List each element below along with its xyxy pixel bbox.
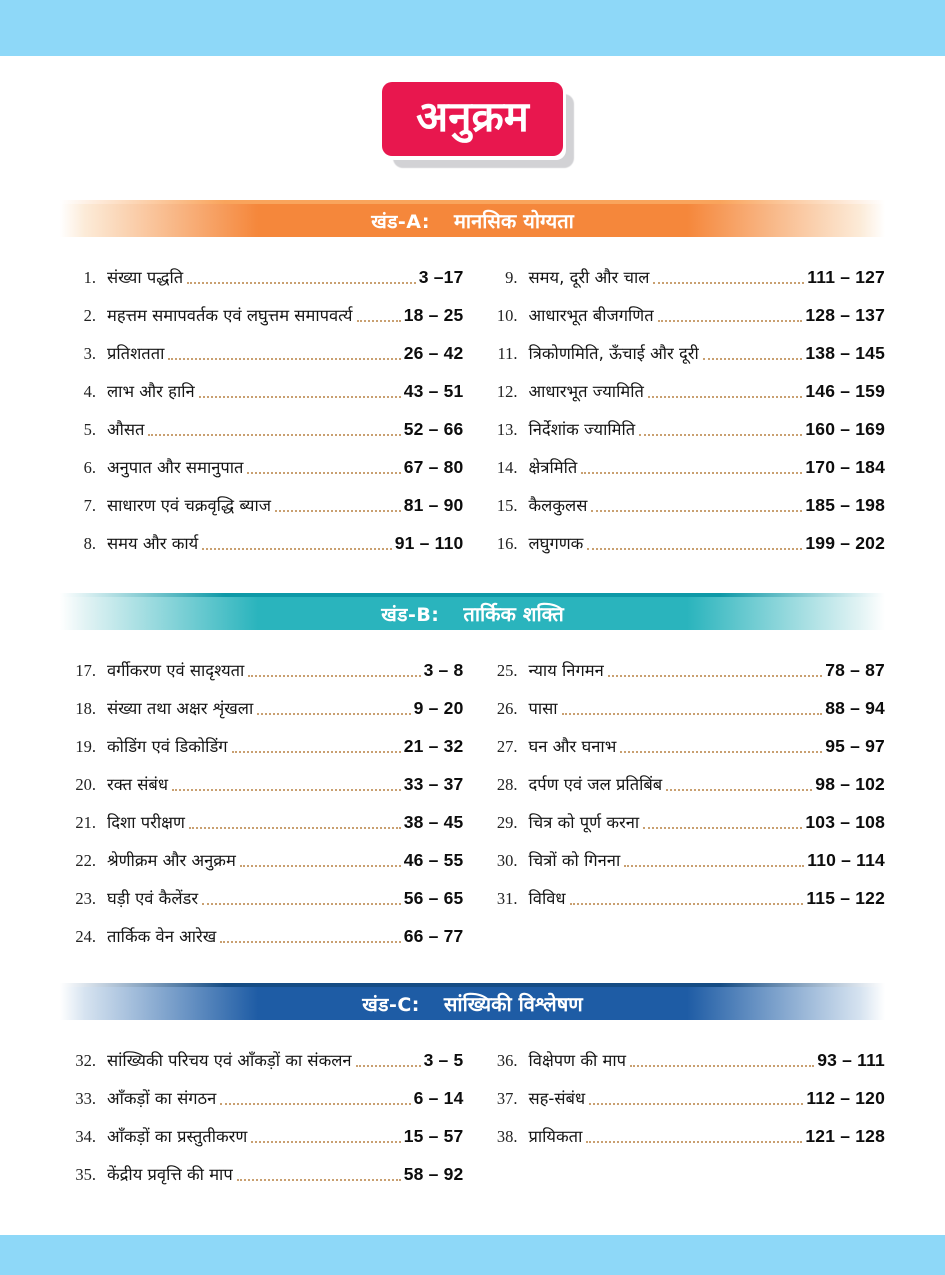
entry-number: 15.: [496, 495, 518, 515]
entry-title: संख्या पद्धति: [107, 267, 184, 287]
toc-entry: [60, 644, 464, 682]
entry-number: 36.: [496, 1050, 518, 1070]
entry-title: केंद्रीय प्रवृत्ति की माप: [107, 1164, 233, 1184]
entry-pages: 38 – 45: [403, 812, 464, 833]
entry-number: 23.: [75, 888, 96, 908]
dot-leader: [199, 396, 401, 398]
bottom-frame-bar: [0, 1235, 945, 1275]
entry-pages: 78 – 87: [825, 660, 885, 681]
entry-pages: 15 – 57: [403, 1126, 464, 1147]
entry-number: 24.: [75, 926, 96, 946]
dot-leader: [248, 675, 420, 677]
toc-column-right: [482, 644, 886, 948]
section-label: खंड-B:: [381, 603, 440, 626]
entry-pages: 33 – 37: [403, 774, 464, 795]
toc-entry: [60, 289, 464, 327]
toc-entry: [60, 365, 464, 403]
section-label: खंड-A:: [371, 210, 430, 233]
toc-column-right: [482, 251, 886, 555]
toc-entry: [60, 1072, 464, 1110]
entry-title: चित्र को पूर्ण करना: [528, 812, 640, 832]
dot-leader: [624, 865, 804, 867]
entry-number: 33.: [75, 1088, 96, 1108]
entry-title: अनुपात और समानुपात: [107, 457, 244, 477]
toc-entry: [60, 758, 464, 796]
entry-pages: 170 – 184: [805, 457, 885, 478]
entry-pages: 98 – 102: [815, 774, 885, 795]
toc-columns: [60, 644, 885, 948]
section-b-header: [60, 597, 885, 630]
dot-leader: [586, 1141, 802, 1143]
dot-leader: [591, 510, 802, 512]
dot-leader: [630, 1065, 814, 1067]
entry-title: आधारभूत बीजगणित: [528, 305, 654, 325]
entry-title: महत्तम समापवर्तक एवं लघुत्तम समापवर्त्य: [107, 305, 353, 325]
entry-title: साधारण एवं चक्रवृद्धि ब्याज: [107, 495, 271, 515]
entry-number: 35.: [75, 1164, 96, 1184]
entry-number: 38.: [496, 1126, 518, 1146]
dot-leader: [648, 396, 802, 398]
entry-pages: 199 – 202: [805, 533, 885, 554]
toc-entry: [482, 1110, 886, 1148]
toc-columns: [60, 1034, 885, 1186]
section-label: खंड-C:: [362, 993, 420, 1016]
toc-column-left: [60, 1034, 464, 1186]
entry-pages: 66 – 77: [403, 926, 464, 947]
toc-entry: [60, 1034, 464, 1072]
toc-entry: [60, 517, 464, 555]
entry-title: दिशा परीक्षण: [107, 812, 185, 832]
entry-pages: 160 – 169: [805, 419, 885, 440]
entry-title: आधारभूत ज्यामिति: [528, 381, 644, 401]
toc-entry: [60, 327, 464, 365]
entry-title: त्रिकोणमिति, ऊँचाई और दूरी: [528, 343, 699, 363]
entry-title: औसत: [107, 419, 145, 439]
entry-number: 30.: [496, 850, 518, 870]
dot-leader: [232, 751, 401, 753]
entry-pages: 103 – 108: [805, 812, 885, 833]
dot-leader: [168, 358, 400, 360]
entry-number: 14.: [496, 457, 518, 477]
dot-leader: [240, 865, 401, 867]
toc-entry: [482, 834, 886, 872]
toc-column-left: [60, 644, 464, 948]
toc-entry: [60, 834, 464, 872]
entry-pages: 6 – 14: [413, 1088, 464, 1109]
entry-number: 29.: [496, 812, 518, 832]
toc-entry: [482, 1034, 886, 1072]
page-title: अनुक्रम: [416, 92, 529, 141]
entry-pages: 88 – 94: [825, 698, 885, 719]
toc-entry: [60, 682, 464, 720]
entry-pages: 3 – 5: [423, 1050, 464, 1071]
toc-entry: [482, 251, 886, 289]
dot-leader: [257, 713, 410, 715]
section-title: सांख्यिकी विश्लेषण: [443, 992, 583, 1016]
dot-leader: [620, 751, 822, 753]
entry-pages: 185 – 198: [805, 495, 885, 516]
entry-number: 10.: [496, 305, 518, 325]
toc-entry: [482, 441, 886, 479]
dot-leader: [251, 1141, 400, 1143]
toc-entry: [482, 289, 886, 327]
entry-pages: 52 – 66: [403, 419, 464, 440]
dot-leader: [202, 903, 401, 905]
toc-column-right: [482, 1034, 886, 1186]
entry-pages: 56 – 65: [403, 888, 464, 909]
entry-pages: 58 – 92: [403, 1164, 464, 1185]
entry-number: 9.: [505, 267, 518, 287]
dot-leader: [148, 434, 400, 436]
toc-entry: [60, 720, 464, 758]
toc-column-left: [60, 251, 464, 555]
entry-title: विविध: [528, 888, 566, 908]
section-b: [60, 593, 885, 948]
toc-entry: [60, 872, 464, 910]
entry-number: 8.: [83, 533, 96, 553]
dot-leader: [357, 320, 401, 322]
entry-number: 32.: [75, 1050, 96, 1070]
entry-title: सांख्यिकी परिचय एवं आँकड़ों का संकलन: [107, 1050, 352, 1070]
entry-title: घन और घनाभ: [528, 736, 617, 756]
entry-number: 26.: [496, 698, 518, 718]
dot-leader: [172, 789, 401, 791]
entry-pages: 146 – 159: [805, 381, 885, 402]
entry-pages: 115 – 122: [806, 888, 885, 909]
dot-leader: [247, 472, 400, 474]
entry-pages: 91 – 110: [394, 533, 464, 554]
toc-entry: [60, 479, 464, 517]
toc-entry: [482, 365, 886, 403]
entry-pages: 18 – 25: [403, 305, 464, 326]
entry-pages: 95 – 97: [825, 736, 885, 757]
toc-entry: [482, 758, 886, 796]
toc-entry: [482, 327, 886, 365]
entry-title: विक्षेपण की माप: [528, 1050, 627, 1070]
section-c: [60, 983, 885, 1186]
section-title: मानसिक योग्यता: [453, 209, 574, 233]
title-wrap: [60, 82, 885, 154]
section-a: [60, 200, 885, 555]
entry-title: आँकड़ों का संगठन: [107, 1088, 217, 1108]
toc-entry: [482, 644, 886, 682]
entry-number: 19.: [75, 736, 96, 756]
entry-pages: 93 – 111: [817, 1050, 885, 1071]
section-c-header: [60, 987, 885, 1020]
dot-leader: [356, 1065, 421, 1067]
entry-pages: 43 – 51: [403, 381, 464, 402]
entry-title: चित्रों को गिनना: [528, 850, 621, 870]
entry-title: तार्किक वेन आरेख: [107, 926, 217, 946]
toc-entry: [482, 796, 886, 834]
entry-title: प्रतिशतता: [107, 343, 165, 363]
page-content: [0, 56, 945, 1186]
entry-title: लघुगणक: [528, 533, 584, 553]
dot-leader: [220, 1103, 410, 1105]
toc-entry: [60, 1110, 464, 1148]
entry-title: लाभ और हानि: [107, 381, 195, 401]
entry-title: सह-संबंध: [528, 1088, 586, 1108]
entry-title: कैलकुलस: [528, 495, 588, 515]
entry-number: 5.: [83, 419, 96, 439]
dot-leader: [570, 903, 804, 905]
dot-leader: [639, 434, 802, 436]
entry-pages: 128 – 137: [805, 305, 885, 326]
entry-number: 21.: [75, 812, 96, 832]
entry-pages: 26 – 42: [403, 343, 464, 364]
dot-leader: [237, 1179, 401, 1181]
entry-title: दर्पण एवं जल प्रतिबिंब: [528, 774, 663, 794]
entry-pages: 81 – 90: [403, 495, 464, 516]
dot-leader: [202, 548, 392, 550]
section-title: तार्किक शक्ति: [463, 602, 564, 626]
entry-pages: 121 – 128: [805, 1126, 885, 1147]
toc-entry: [60, 796, 464, 834]
dot-leader: [220, 941, 400, 943]
dot-leader: [562, 713, 823, 715]
entry-title: न्याय निगमन: [528, 660, 604, 680]
dot-leader: [275, 510, 401, 512]
toc-entry: [60, 251, 464, 289]
dot-leader: [581, 472, 802, 474]
entry-title: संख्या तथा अक्षर शृंखला: [107, 698, 254, 718]
entry-title: श्रेणीक्रम और अनुक्रम: [107, 850, 236, 870]
entry-number: 3.: [83, 343, 96, 363]
dot-leader: [643, 827, 802, 829]
dot-leader: [587, 548, 802, 550]
toc-entry: [60, 910, 464, 948]
dot-leader: [187, 282, 416, 284]
entry-number: 7.: [83, 495, 96, 515]
entry-title: पासा: [528, 698, 558, 718]
entry-number: 16.: [496, 533, 518, 553]
section-a-header: [60, 204, 885, 237]
entry-pages: 112 – 120: [806, 1088, 885, 1109]
dot-leader: [653, 282, 804, 284]
entry-number: 6.: [83, 457, 96, 477]
toc-columns: [60, 251, 885, 555]
entry-number: 37.: [496, 1088, 518, 1108]
toc-entry: [60, 403, 464, 441]
entry-number: 12.: [496, 381, 518, 401]
entry-pages: 138 – 145: [805, 343, 885, 364]
entry-pages: 21 – 32: [403, 736, 464, 757]
entry-pages: 110 – 114: [807, 850, 885, 871]
entry-title: क्षेत्रमिति: [528, 457, 578, 477]
toc-entry: [482, 872, 886, 910]
entry-pages: 3 – 8: [423, 660, 464, 681]
dot-leader: [608, 675, 822, 677]
toc-entry: [482, 479, 886, 517]
entry-pages: 3 –17: [418, 267, 464, 288]
entry-title: घड़ी एवं कैलेंडर: [107, 888, 199, 908]
entry-number: 1.: [83, 267, 96, 287]
toc-entry: [482, 720, 886, 758]
entry-pages: 9 – 20: [413, 698, 464, 719]
toc-entry: [482, 403, 886, 441]
entry-number: 18.: [75, 698, 96, 718]
dot-leader: [666, 789, 812, 791]
entry-title: कोडिंग एवं डिकोडिंग: [107, 736, 228, 756]
entry-pages: 46 – 55: [403, 850, 464, 871]
entry-pages: 67 – 80: [403, 457, 464, 478]
entry-number: 31.: [496, 888, 518, 908]
entry-number: 34.: [75, 1126, 96, 1146]
entry-number: 17.: [75, 660, 96, 680]
entry-pages: 111 – 127: [807, 267, 885, 288]
toc-entry: [482, 682, 886, 720]
entry-number: 13.: [496, 419, 518, 439]
top-frame-bar: [0, 0, 945, 56]
entry-title: समय और कार्य: [107, 533, 199, 553]
entry-number: 20.: [75, 774, 96, 794]
entry-title: रक्त संबंध: [107, 774, 168, 794]
entry-title: प्रायिकता: [528, 1126, 583, 1146]
entry-number: 2.: [83, 305, 96, 325]
entry-title: समय, दूरी और चाल: [528, 267, 650, 287]
toc-entry: [60, 441, 464, 479]
entry-number: 28.: [496, 774, 518, 794]
contents-title-box: [382, 82, 563, 156]
toc-entry: [482, 517, 886, 555]
entry-number: 27.: [496, 736, 518, 756]
toc-entry: [60, 1148, 464, 1186]
entry-title: आँकड़ों का प्रस्तुतीकरण: [107, 1126, 248, 1146]
entry-title: वर्गीकरण एवं सादृश्यता: [107, 660, 245, 680]
entry-title: निर्देशांक ज्यामिति: [528, 419, 636, 439]
dot-leader: [658, 320, 803, 322]
entry-number: 4.: [83, 381, 96, 401]
toc-entry: [482, 1072, 886, 1110]
dot-leader: [189, 827, 401, 829]
entry-number: 11.: [497, 343, 518, 363]
dot-leader: [589, 1103, 803, 1105]
entry-number: 22.: [75, 850, 96, 870]
entry-number: 25.: [496, 660, 518, 680]
dot-leader: [703, 358, 803, 360]
